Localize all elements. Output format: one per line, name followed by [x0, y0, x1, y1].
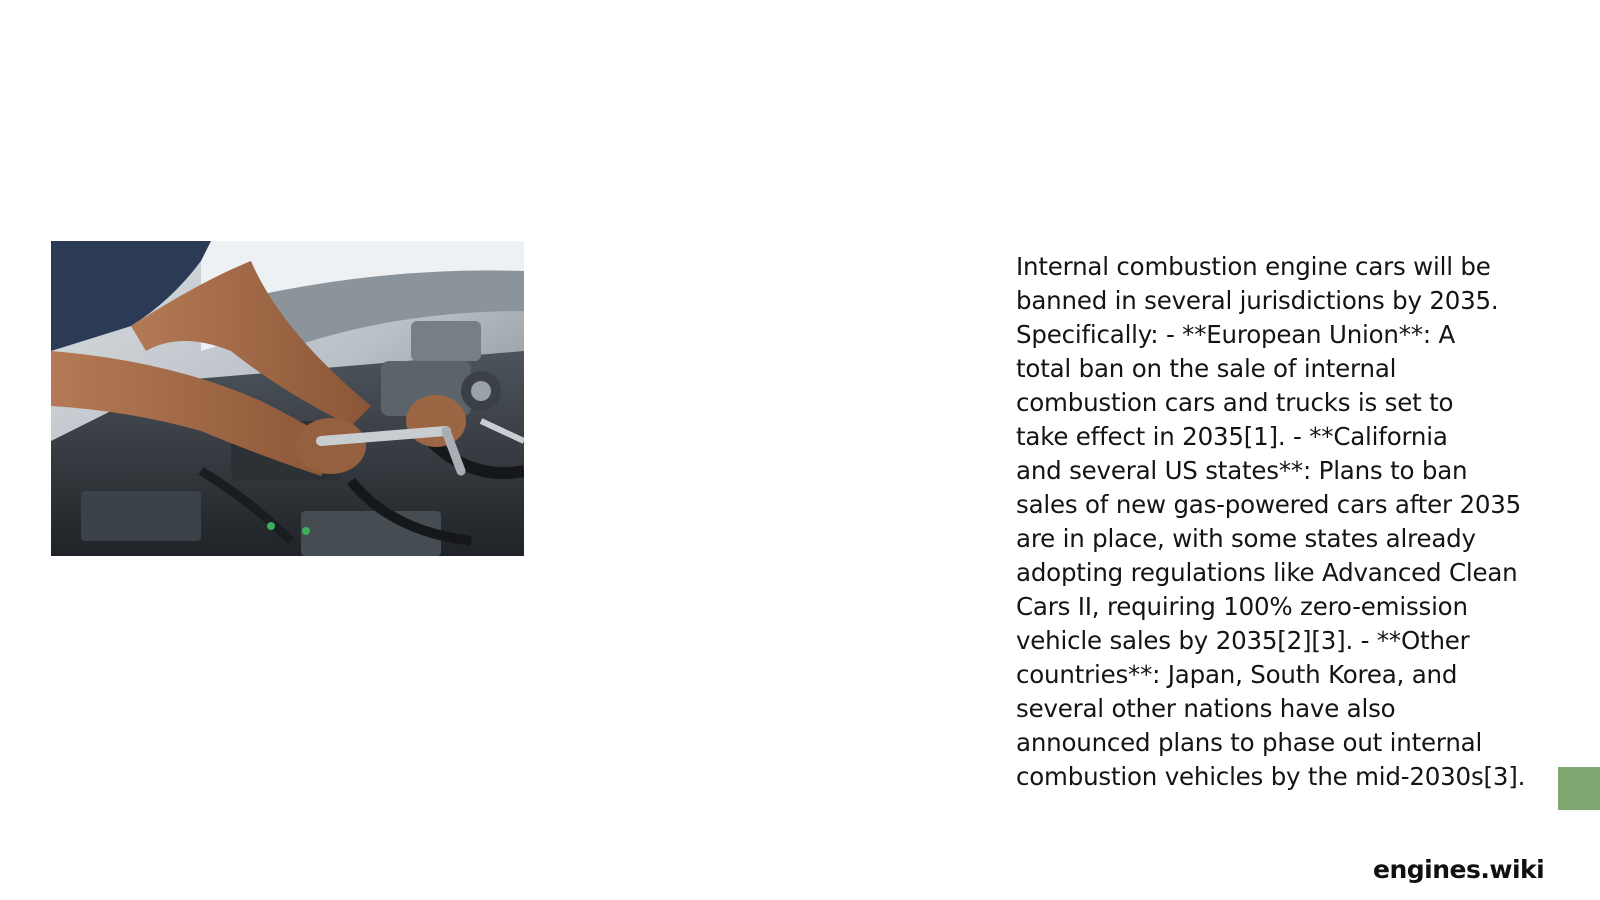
body-paragraph	[1016, 250, 1536, 794]
body-line: Internal combustion engine cars will be	[1016, 252, 1491, 281]
body-line: combustion cars and trucks is set to	[1016, 388, 1454, 417]
body-line: combustion vehicles by the mid-2030s[3].	[1016, 762, 1526, 791]
body-line: and several US states**: Plans to ban	[1016, 456, 1468, 485]
body-line: announced plans to phase out internal	[1016, 728, 1483, 757]
engine-photo-illustration	[51, 241, 524, 556]
mechanic-engine-photo	[51, 241, 524, 556]
body-line: take effect in 2035[1]. - **California	[1016, 422, 1448, 451]
body-line: sales of new gas-powered cars after 2035	[1016, 490, 1522, 519]
body-line: banned in several jurisdictions by 2035.	[1016, 286, 1499, 315]
body-line: adopting regulations like Advanced Clean	[1016, 558, 1518, 587]
body-line: Specifically: - **European Union**: A	[1016, 320, 1456, 349]
body-line: Cars II, requiring 100% zero-emission	[1016, 592, 1468, 621]
body-line: total ban on the sale of internal	[1016, 354, 1397, 383]
brand-footer: engines.wiki	[1373, 855, 1545, 884]
body-line: are in place, with some states already	[1016, 524, 1476, 553]
body-line: several other nations have also	[1016, 694, 1396, 723]
accent-block	[1558, 767, 1600, 810]
body-line: countries**: Japan, South Korea, and	[1016, 660, 1458, 689]
body-line: vehicle sales by 2035[2][3]. - **Other	[1016, 626, 1470, 655]
